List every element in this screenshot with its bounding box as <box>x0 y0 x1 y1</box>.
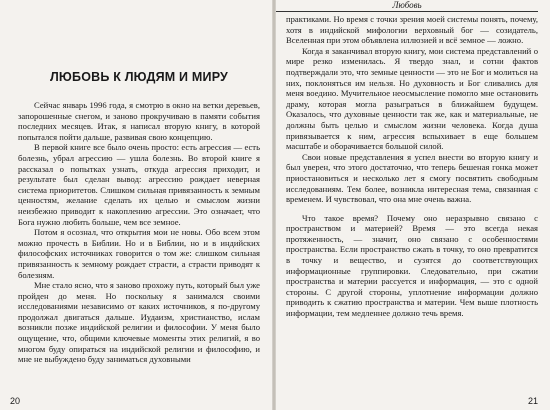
left-paragraph-3: Потом я осознал, что открытия мои не новы. Обо всем этом можно прочесть в Библии. Но и в Библии, но и в индийских философских источниках говорится о том же: слишком сильная привязанность к земному рождает страсти, а страсти приводят к болезням. <box>18 227 260 280</box>
chapter-title: ЛЮБОВЬ К ЛЮДЯМ И МИРУ <box>49 70 229 84</box>
right-paragraph-2: Когда я заканчивал вторую книгу, мои система представлений о мире резко изменилась. Я твердо знал, и сотни фактов подтверждали это, что земные ценности — это не Бог и молиться на них, поклоняться им нельзя. Но духовность и Бог сливались для меня воедино. Мучительное неосмысление помогло мне остановить драму, которая могла разыграться в ближайшем будущем. Оказалось, что духовные ценности так же, как и материальные, не должны быть целью и смыслом жизни человека. Когда душа привязывается к ним, агрессия вспыхивает в еще большем масштабе и оборачивается большой силой. <box>286 45 538 152</box>
left-paragraph-2: В первой книге все было очень просто: есть агрессия — есть болезнь, убрал агрессию — ушла болезнь. Во второй книге я рассказал о попытках узнать, откуда агрессия приходит, и результате был сделан вывод: агрессию рождает неверная система приоритетов. Слишком сильная привязанность к земным ценностям, желание сделать их целью и смыслом жизни неизбежно приводит к накоплению агрессии. Это означает, что Бога нужно любить больше, чем все земное. <box>18 142 260 227</box>
left-paragraph-4: Мне стало ясно, что я заново прохожу путь, который был уже пройден до меня. Но поскольку я занимался своими исследованиями независимо от каких источников, я по-другому продолжал двигаться дальше. Иудаизм, христианство, ислам возникли позже индийской религии и философии. У меня было ощущение, что, общими ключевые моменты этих религий, я во многом буду опираться на индийской религии и философию, и мне не выбуждено буду заниматься духовными <box>18 280 260 365</box>
page-number-left: 20 <box>10 396 21 406</box>
page-number-right: 21 <box>527 396 538 406</box>
left-page <box>0 0 272 410</box>
left-paragraph-1: Сейчас январь 1996 года, я смотрю в окно на ветки деревьев, запорошенные снегом, и заново прокручиваю в памяти события последних месяцев. Итак, я написал вторую книгу, в которой попытался пойти дальше, развивая свою концепцию. <box>18 100 260 142</box>
right-paragraph-4: Что такое время? Почему оно неразрывно связано с пространством и материей? Время — это всегда некая протяженность, — значит, оно связано с особенностями пространства. Если пространство сжать в точку, то оно превратится в точку и вещество, и сузятся до соответствующих информационные группировки. Следовательно, при сжатии пространства и материи рассуется и информация, — это с одной стороны. С другой стороны, уплотнение информации должно приводить к сжатию пространства и материи. Чем выше плотность информации, тем медленнее должно течь время. <box>286 212 538 319</box>
right-paragraph-3: Свои новые представления я успел внести во вторую книгу и был уверен, что этого достаточно, что теперь бешеная гонка может приостановиться и несколько лет я смогу посвятить свободным исследованиям. Тем более, возникла интересная тема, связанная с временем. И чувствовал, что она мне очень важна. <box>286 151 538 205</box>
section-gap <box>286 205 538 213</box>
right-paragraph-1: практиками. Но время с точки зрения моей системы понять, почему, хотя в индийской мифологии верховный бог — созидатель, Вселенная при этом объявлена иллюзией и всё земное — ложно. <box>286 14 538 46</box>
right-page <box>276 0 550 410</box>
running-header: Любовь <box>276 0 538 12</box>
